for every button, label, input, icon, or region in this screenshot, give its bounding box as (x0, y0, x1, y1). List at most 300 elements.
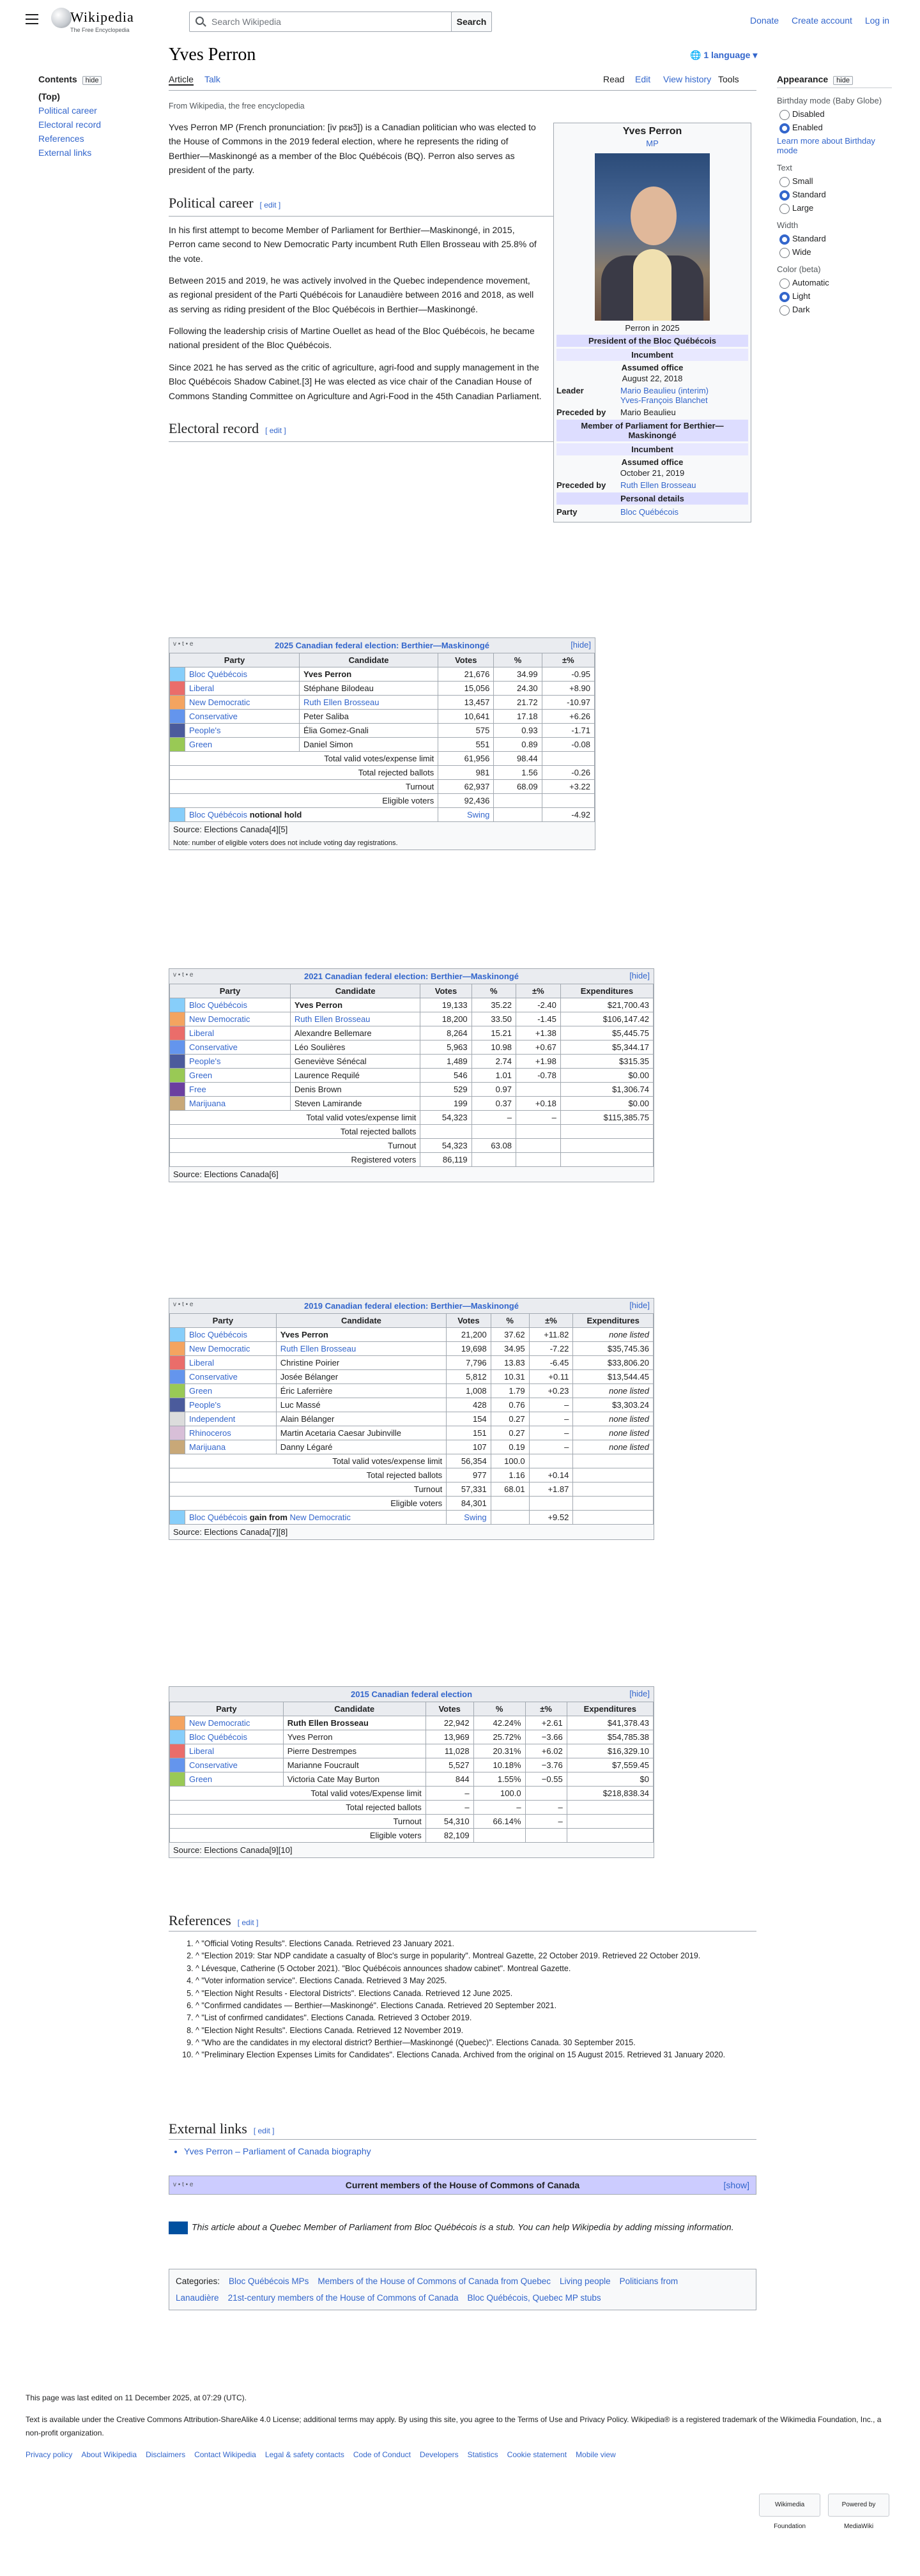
total-value (567, 1815, 653, 1829)
stub-notice (169, 2222, 756, 2234)
reference-item[interactable]: 1. ^ "Official Voting Results". Elections Canada. Retrieved 23 January 2021. (195, 1938, 756, 1950)
column-header: Party (170, 1314, 277, 1328)
party-cell[interactable]: Conservative (185, 1040, 291, 1055)
total-value: – (473, 1801, 525, 1815)
party-cell[interactable]: Bloc Québécois (185, 998, 291, 1012)
assumed-office-label-2: Assumed office (621, 457, 684, 467)
change-cell (516, 1083, 560, 1097)
total-row (170, 1497, 654, 1511)
toc-item-political-career[interactable]: Political career (38, 105, 97, 116)
references-heading: References (169, 1912, 231, 1928)
party-color-swatch (170, 1040, 185, 1055)
candidate-cell: Yves Perron (283, 1730, 425, 1744)
vte-links[interactable]: v • t • e (173, 1301, 194, 1308)
total-value (525, 1787, 567, 1801)
categories-label: Categories: (176, 2276, 220, 2286)
change-cell: +0.11 (529, 1370, 573, 1384)
total-value (542, 794, 594, 808)
total-label: Turnout (170, 780, 438, 794)
navbox-vte[interactable]: v • t • e (173, 2181, 194, 2188)
expenditure-cell: $16,329.10 (567, 1744, 653, 1758)
footer-link[interactable]: Developers (419, 2450, 459, 2460)
party-color-swatch (170, 1440, 185, 1454)
total-row (170, 794, 595, 808)
party-cell[interactable]: Green (185, 1384, 277, 1398)
infobox-postnominal[interactable]: MP (646, 139, 659, 148)
party-label: Party (556, 507, 578, 517)
total-value: 100.0 (473, 1787, 525, 1801)
text-large-radio[interactable]: Large (779, 203, 892, 213)
candidate-row (170, 1730, 654, 1744)
party-cell[interactable]: New Democratic (185, 696, 300, 710)
table-title[interactable]: 2021 Canadian federal election: Berthier—Maskinongé (304, 972, 519, 981)
change-cell: −3.76 (525, 1758, 567, 1772)
candidate-row (170, 1716, 654, 1730)
candidate-cell: Geneviève Sénécal (290, 1055, 420, 1069)
quebec-flag-icon (169, 2222, 188, 2234)
infobox-name: Yves Perron (622, 126, 682, 137)
footer-link[interactable]: Mobile view (576, 2450, 616, 2460)
wikipedia-logo[interactable] (51, 8, 179, 36)
votes-cell: 18,200 (420, 1012, 471, 1026)
toc-item-electoral-record[interactable]: Electoral record (38, 119, 102, 130)
candidate-row (170, 1083, 654, 1097)
table-title[interactable]: 2019 Canadian federal election: Berthier—Maskinongé (304, 1301, 519, 1311)
tab-read[interactable]: Read (603, 74, 625, 84)
party-cell[interactable]: People's (185, 1055, 291, 1069)
swing-label[interactable]: Swing (447, 1511, 491, 1525)
column-header: % (471, 984, 516, 998)
total-value: 1.56 (494, 766, 542, 780)
candidate-cell: Ruth Ellen Brosseau (299, 696, 438, 710)
party-color-swatch (170, 1026, 185, 1040)
edit-section-link[interactable]: [ edit ] (259, 200, 281, 210)
votes-cell: 22,942 (425, 1716, 473, 1730)
change-cell: – (529, 1398, 573, 1412)
table-hide-button[interactable]: [hide] (629, 971, 650, 980)
votes-cell: 7,796 (447, 1356, 491, 1370)
election-2019-table (169, 1298, 654, 1540)
percent-cell: 24.30 (494, 682, 542, 696)
spacer-cell (491, 1511, 529, 1525)
change-cell: +6.26 (542, 710, 594, 724)
expenditure-cell: none listed (573, 1412, 654, 1426)
candidate-cell: Alexandre Bellemare (290, 1026, 420, 1040)
total-row (170, 1815, 654, 1829)
percent-cell: 0.19 (491, 1440, 529, 1454)
log-in-link[interactable]: Log in (864, 15, 889, 26)
table-hide-button[interactable]: [hide] (629, 1689, 650, 1698)
column-header: Party (170, 653, 300, 667)
candidate-cell: Denis Brown (290, 1083, 420, 1097)
spacer-cell (494, 808, 542, 822)
candidate-cell: Ruth Ellen Brosseau (290, 1012, 420, 1026)
powered-by-mediawiki-badge[interactable]: Powered by MediaWiki (828, 2494, 889, 2517)
birthday-disabled-radio[interactable]: Disabled (779, 109, 892, 119)
vte-links[interactable]: v • t • e (173, 641, 194, 648)
total-value: 68.09 (494, 780, 542, 794)
footer-link[interactable]: Code of Conduct (353, 2450, 411, 2460)
license-text: Text is available under the Creative Commons Attribution-ShareAlike 4.0 License; additional terms may apply. By using this site, you agree to the Terms of Use and Privacy Policy. Wikipedia® is a registered trademark of the Wikimedia Foundation, Inc., a non-profit organization. (26, 2415, 882, 2437)
total-value: – (525, 1815, 567, 1829)
total-row (170, 1801, 654, 1815)
candidate-row (170, 1412, 654, 1426)
percent-cell: 34.99 (494, 667, 542, 682)
table-source: Source: Elections Canada[7][8] (173, 1527, 288, 1537)
appearance-hide-button[interactable]: hide (833, 76, 853, 85)
column-header: Party (170, 1702, 284, 1716)
results-table (169, 1313, 654, 1525)
votes-cell: 19,133 (420, 998, 471, 1012)
party-cell[interactable]: Bloc Québécois (185, 1328, 277, 1342)
result-cell (185, 808, 438, 822)
career-paragraph-3: Following the leadership crisis of Martine Ouellet as head of the Bloc Québécois, he became national president of the Bloc Québécois. (169, 326, 535, 351)
leader-label: Leader (556, 386, 584, 395)
electoral-record-heading: Electoral record (169, 420, 259, 437)
party-color-swatch (170, 1097, 185, 1111)
party-cell[interactable]: Bloc Québécois (185, 1730, 284, 1744)
change-cell: -1.71 (542, 724, 594, 738)
percent-cell: 0.76 (491, 1398, 529, 1412)
color-light-radio[interactable]: Light (779, 291, 892, 301)
candidate-row (170, 696, 595, 710)
candidate-cell: Stéphane Bilodeau (299, 682, 438, 696)
party-cell[interactable]: Marijuana (185, 1097, 291, 1111)
total-value: 66.14% (473, 1815, 525, 1829)
gain-party[interactable]: Bloc Québécois (189, 1513, 248, 1522)
total-value (573, 1454, 654, 1468)
header-row (170, 653, 595, 667)
page-footer (26, 2391, 894, 2462)
percent-cell: 21.72 (494, 696, 542, 710)
total-value (567, 1829, 653, 1843)
expenditure-cell: $315.35 (560, 1055, 653, 1069)
candidate-cell: Victoria Cate May Burton (283, 1772, 425, 1787)
percent-cell: 33.50 (471, 1012, 516, 1026)
total-value: -0.26 (542, 766, 594, 780)
reference-item[interactable]: 8. ^ "Election Night Results". Elections Canada. Retrieved 12 November 2019. (195, 2025, 756, 2037)
footer-link[interactable]: Privacy policy (26, 2450, 73, 2460)
tab-article[interactable]: Article (169, 74, 194, 84)
party-cell[interactable]: Green (185, 738, 300, 752)
portrait-image[interactable] (595, 153, 710, 321)
tab-tools[interactable]: Tools (718, 74, 739, 84)
candidate-cell: Luc Massé (276, 1398, 446, 1412)
total-label: Total rejected ballots (170, 1801, 426, 1815)
party-cell[interactable]: Liberal (185, 682, 300, 696)
party-cell[interactable]: Conservative (185, 710, 300, 724)
result-cell (185, 1511, 447, 1525)
reference-item[interactable]: 2. ^ "Election 2019: Star NDP candidate a casualty of Bloc's surge in popularity". Montreal Gazette, 22 October 2019. Retrieved 22 October 2019. (195, 1950, 756, 1962)
party-value[interactable]: Bloc Québécois (620, 507, 679, 517)
party-cell[interactable]: People's (185, 1398, 277, 1412)
edit-section-link[interactable]: [ edit ] (237, 1918, 259, 1927)
party-cell[interactable]: New Democratic (185, 1012, 291, 1026)
column-header: Candidate (283, 1702, 425, 1716)
candidate-row (170, 738, 595, 752)
total-label: Total valid votes/expense limit (170, 1111, 420, 1125)
career-paragraph-1: In his first attempt to become Member of Parliament for Berthier—Maskinongé, in 2015, Perron came second to New Democratic Party incumbent Ruth Ellen Brosseau with 25.8% of the vote. (169, 224, 537, 264)
party-color-swatch (170, 1398, 185, 1412)
create-account-link[interactable]: Create account (792, 15, 852, 26)
total-value: $115,385.75 (560, 1111, 653, 1125)
candidate-row (170, 724, 595, 738)
total-row (170, 1829, 654, 1843)
edit-section-link[interactable]: [ edit ] (253, 2126, 275, 2135)
result-row (170, 808, 595, 822)
total-value (573, 1468, 654, 1482)
swing-label[interactable]: Swing (438, 808, 494, 822)
total-value (567, 1801, 653, 1815)
total-label: Total rejected ballots (170, 1468, 447, 1482)
table-hide-button[interactable]: [hide] (571, 640, 591, 650)
party-color-swatch (170, 1758, 185, 1772)
width-wide-radio[interactable]: Wide (779, 247, 892, 257)
intro-paragraph: Yves Perron MP (French pronunciation: [iv pɛʁɔ̃]) is a Canadian politician who was elected to the House of Commons in the 2019 federal election, where he represents the riding of Berthier—Maskinongé as a member of the Bloc Québécois (BQ). Perron also serves as president of the party. (169, 122, 536, 176)
percent-cell: 10.98 (471, 1040, 516, 1055)
reference-item[interactable]: 6. ^ "Confirmed candidates — Berthier—Maskinongé". Elections Canada. Retrieved 20 September 2021. (195, 2000, 756, 2012)
party-color-swatch (170, 738, 185, 752)
total-label: Total valid votes/expense limit (170, 1454, 447, 1468)
total-value (420, 1125, 471, 1139)
expenditure-cell: $21,700.43 (560, 998, 653, 1012)
column-header: ±% (516, 984, 560, 998)
candidate-row (170, 1012, 654, 1026)
total-value: 63.08 (471, 1139, 516, 1153)
header-row (170, 1314, 654, 1328)
party-cell[interactable]: Liberal (185, 1356, 277, 1370)
total-value: 82,109 (425, 1829, 473, 1843)
total-value: – (516, 1111, 560, 1125)
party-cell[interactable]: Conservative (185, 1758, 284, 1772)
role-mp: Member of Parliament for Berthier—Maskinongé (556, 420, 748, 441)
votes-cell: 1,008 (447, 1384, 491, 1398)
navbox-house-of-commons (169, 2176, 756, 2195)
total-value: 54,310 (425, 1815, 473, 1829)
candidate-row (170, 998, 654, 1012)
party-cell[interactable]: Marijuana (185, 1440, 277, 1454)
birthday-enabled-radio[interactable]: Enabled (779, 123, 892, 132)
candidate-row (170, 1026, 654, 1040)
text-small-radio[interactable]: Small (779, 176, 892, 186)
party-cell[interactable]: Green (185, 1772, 284, 1787)
toc-item-external-links[interactable]: External links (38, 148, 92, 158)
reference-item[interactable]: 9. ^ "Who are the candidates in my electoral district? Berthier—Maskinongé (Quebec)". Elections Canada. 30 September 2015. (195, 2037, 756, 2049)
hold-party[interactable]: Bloc Québécois (189, 810, 248, 819)
party-cell[interactable]: People's (185, 724, 300, 738)
learn-more-link[interactable]: Learn more about Birthday mode (777, 136, 875, 155)
career-paragraph-4: Since 2021 he has served as the critic of agriculture, agri-food and supply management in the Bloc Québécois Shadow Cabinet.[3] He was elected as vice chair of the Canadian House of Commons Standing Committee on Agriculture and Agri-Food in the 45th Canadian Parliament. (169, 362, 542, 401)
reference-item[interactable]: 5. ^ "Election Night Results - Electoral Districts". Elections Canada. Retrieved 12 June 2025. (195, 1988, 756, 2000)
change-cell: +6.02 (525, 1744, 567, 1758)
expenditure-cell: $33,806.20 (573, 1356, 654, 1370)
election-2025-table (169, 637, 595, 850)
table-source: Source: Elections Canada[4][5] (173, 825, 288, 834)
tagline: The Free Encyclopedia (70, 27, 130, 33)
reference-item[interactable]: 4. ^ "Voter information service". Elections Canada. Retrieved 3 May 2025. (195, 1975, 756, 1987)
reference-item[interactable]: 7. ^ "List of confirmed candidates". Elections Canada. Retrieved 3 October 2019. (195, 2012, 756, 2024)
change-cell: +0.67 (516, 1040, 560, 1055)
percent-cell: 0.93 (494, 724, 542, 738)
change-cell: -0.08 (542, 738, 594, 752)
column-header: Votes (438, 653, 494, 667)
category-link[interactable]: 21st-century members of the House of Commons of Canada (227, 2292, 459, 2303)
table-hide-button[interactable]: [hide] (629, 1300, 650, 1310)
table-title[interactable]: 2015 Canadian federal election (350, 1689, 473, 1699)
party-cell[interactable]: Conservative (185, 1370, 277, 1384)
footer-link[interactable]: Disclaimers (146, 2450, 186, 2460)
color-automatic-radio[interactable]: Automatic (779, 278, 892, 287)
expenditure-cell: $35,745.36 (573, 1342, 654, 1356)
navbox-show-button[interactable]: [show] (723, 2180, 749, 2190)
width-standard-radio[interactable]: Standard (779, 234, 892, 243)
percent-cell: 25.72% (473, 1730, 525, 1744)
leader-2[interactable]: Yves-François Blanchet (620, 395, 708, 405)
vte-links[interactable]: v • t • e (173, 972, 194, 979)
category-link[interactable]: Bloc Québécois MPs (229, 2276, 309, 2286)
change-cell: -1.45 (516, 1012, 560, 1026)
total-row (170, 1153, 654, 1167)
party-cell[interactable]: Liberal (185, 1026, 291, 1040)
search-button[interactable]: Search (451, 11, 492, 32)
total-row (170, 1139, 654, 1153)
party-cell[interactable]: Free (185, 1083, 291, 1097)
assumed-office-label: Assumed office (621, 363, 684, 372)
reference-item[interactable]: 10. ^ "Preliminary Election Expenses Limits for Candidates". Elections Canada. Archived from the original on 15 August 2015. Retrieved 31 January 2020. (195, 2049, 756, 2061)
percent-cell: 37.62 (491, 1328, 529, 1342)
from-wikipedia: From Wikipedia, the free encyclopedia (169, 102, 305, 111)
footer-link[interactable]: About Wikipedia (81, 2450, 137, 2460)
column-header: % (473, 1702, 525, 1716)
preceded-label: Preceded by (556, 408, 606, 417)
category-link[interactable]: Living people (560, 2276, 611, 2286)
percent-cell: 1.55% (473, 1772, 525, 1787)
birthday-label: Birthday mode (Baby Globe) (777, 96, 882, 105)
footer-link[interactable]: Legal & safety contacts (264, 2450, 344, 2460)
total-value: $218,838.34 (567, 1787, 653, 1801)
candidate-row (170, 1328, 654, 1342)
total-label: Eligible voters (170, 794, 438, 808)
party-cell[interactable]: Green (185, 1069, 291, 1083)
party-cell[interactable]: New Democratic (185, 1716, 284, 1730)
votes-cell: 5,527 (425, 1758, 473, 1772)
category-link[interactable]: Members of the House of Commons of Canada from Quebec (318, 2276, 551, 2286)
column-header: % (494, 653, 542, 667)
table-caption (169, 969, 654, 984)
votes-cell: 428 (447, 1398, 491, 1412)
color-dark-radio[interactable]: Dark (779, 305, 892, 314)
category-link[interactable]: Bloc Québécois, Quebec MP stubs (467, 2292, 601, 2303)
preceded-by-2[interactable]: Ruth Ellen Brosseau (620, 480, 696, 490)
tab-view-history[interactable]: View history (663, 74, 712, 84)
reference-item[interactable]: 3. ^ Lévesque, Catherine (5 October 2021). "Bloc Québécois announces shadow cabinet". Montreal Gazette. (195, 1963, 756, 1975)
external-link-item[interactable]: • Yves Perron – Parliament of Canada biography (184, 2146, 756, 2156)
donate-link[interactable]: Donate (749, 15, 779, 26)
candidate-cell: Daniel Simon (299, 738, 438, 752)
expenditure-cell: $3,303.24 (573, 1398, 654, 1412)
party-cell[interactable]: Liberal (185, 1744, 284, 1758)
total-row (170, 1454, 654, 1468)
total-value: 981 (438, 766, 494, 780)
tab-talk[interactable]: Talk (204, 74, 220, 84)
tab-edit[interactable]: Edit (635, 74, 651, 84)
table-title[interactable]: 2025 Canadian federal election: Berthier—Maskinongé (275, 641, 489, 650)
total-value (529, 1454, 573, 1468)
main-menu-icon[interactable] (26, 14, 38, 24)
candidate-cell: Martin Acetaria Caesar Jubinville (276, 1426, 446, 1440)
percent-cell: 10.31 (491, 1370, 529, 1384)
change-cell: −0.55 (525, 1772, 567, 1787)
change-cell: – (529, 1426, 573, 1440)
party-color-swatch (170, 1012, 185, 1026)
column-header: Expenditures (573, 1314, 654, 1328)
edit-section-link[interactable]: [ edit ] (265, 426, 286, 436)
votes-cell: 13,457 (438, 696, 494, 710)
total-value: +0.14 (529, 1468, 573, 1482)
percent-cell: 2.74 (471, 1055, 516, 1069)
page-title: Yves Perron (169, 45, 256, 65)
career-paragraph-2: Between 2015 and 2019, he was actively involved in the Quebec independence movement, as regional president of the Parti Québécois for Lanaudière between 2016 and 2018, as well as serving as riding president of the Bloc Québécois in Berthier—Maskinongé. (169, 275, 534, 314)
references-section (169, 1912, 756, 2062)
language-button[interactable]: 🌐 1 language ▾ (690, 50, 758, 60)
candidate-row (170, 710, 595, 724)
text-standard-radio[interactable]: Standard (779, 190, 892, 199)
total-value: 98.44 (494, 752, 542, 766)
toc-item-top[interactable]: (Top) (38, 91, 60, 102)
footer-link[interactable]: Statistics (467, 2450, 498, 2460)
votes-cell: 10,641 (438, 710, 494, 724)
color-label: Color (beta) (777, 264, 821, 274)
toc-hide-button[interactable]: hide (82, 76, 102, 85)
party-cell[interactable]: Bloc Québécois (185, 667, 300, 682)
party-cell[interactable]: New Democratic (185, 1342, 277, 1356)
total-row (170, 1787, 654, 1801)
column-header: Votes (420, 984, 471, 998)
gain-from-party[interactable]: New Democratic (289, 1513, 351, 1522)
total-value: 84,301 (447, 1497, 491, 1511)
party-color-swatch (170, 1356, 185, 1370)
column-header: ±% (525, 1702, 567, 1716)
candidate-cell: Élia Gomez-Gnali (299, 724, 438, 738)
results-table (169, 653, 595, 822)
votes-cell: 21,676 (438, 667, 494, 682)
category-link[interactable]: Politicians from Lanaudière (176, 2276, 678, 2303)
party-cell[interactable]: Rhinoceros (185, 1426, 277, 1440)
candidate-row (170, 1398, 654, 1412)
search-input[interactable]: Search Wikipedia (189, 11, 452, 32)
change-cell: -2.40 (516, 998, 560, 1012)
wikimedia-foundation-badge[interactable]: Wikimedia Foundation (759, 2494, 820, 2517)
votes-cell: 151 (447, 1426, 491, 1440)
votes-cell: 5,963 (420, 1040, 471, 1055)
table-caption (169, 638, 595, 653)
toc-item-references[interactable]: References (38, 133, 84, 144)
expenditure-cell: $0.00 (560, 1097, 653, 1111)
total-row (170, 780, 595, 794)
party-cell[interactable]: Independent (185, 1412, 277, 1426)
change-cell: – (529, 1440, 573, 1454)
expenditure-cell: $106,147.42 (560, 1012, 653, 1026)
footer-badges (754, 2494, 889, 2530)
footer-link[interactable]: Cookie statement (507, 2450, 567, 2460)
percent-cell: 35.22 (471, 998, 516, 1012)
leader-1[interactable]: Mario Beaulieu (interim) (620, 386, 709, 395)
footer-link[interactable]: Contact Wikipedia (194, 2450, 256, 2460)
swing-value: +9.52 (529, 1511, 573, 1525)
total-label: Total valid votes/expense limit (170, 752, 438, 766)
column-header: % (491, 1314, 529, 1328)
percent-cell: 0.27 (491, 1426, 529, 1440)
